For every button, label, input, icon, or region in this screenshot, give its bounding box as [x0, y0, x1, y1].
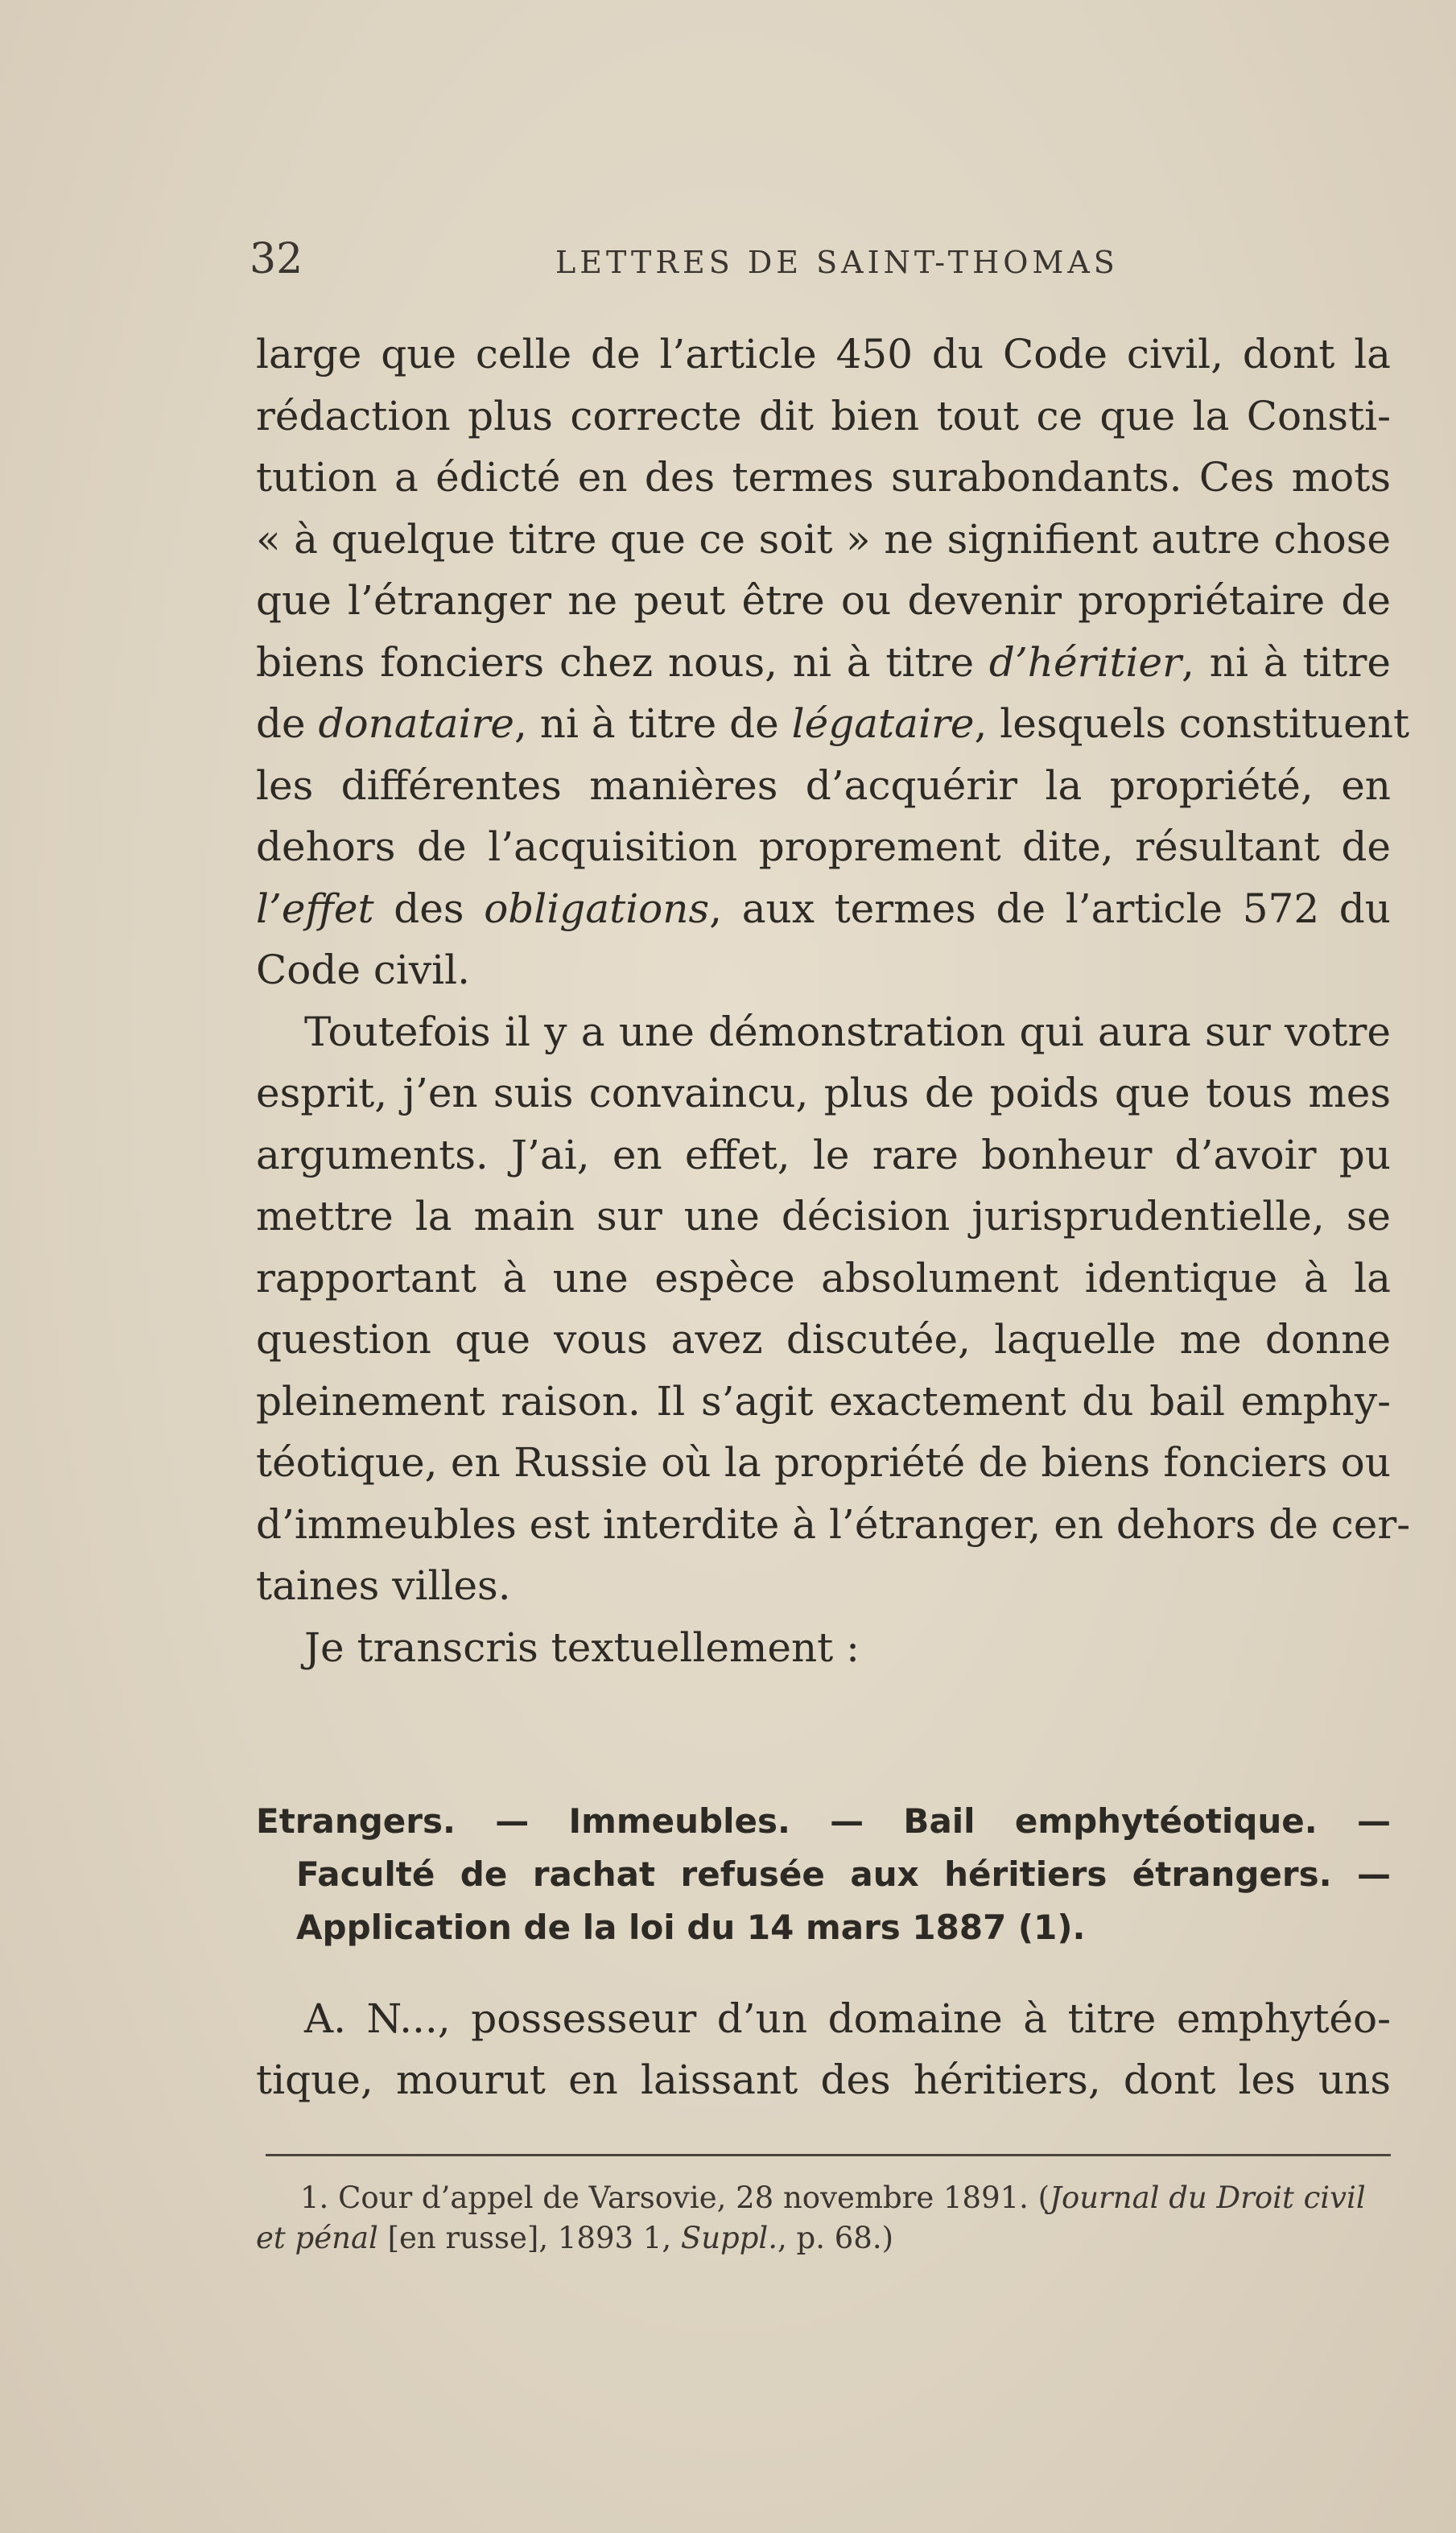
text-line: question que vous avez discutée, laquelle me donne	[256, 1316, 1391, 1363]
text-run: , lesquels constituent	[974, 700, 1410, 747]
case-text	[256, 1988, 1391, 2110]
italic-journal-title-cont: et pénal	[256, 2221, 378, 2255]
page-number: 32	[250, 235, 303, 283]
italic-term-heritier: d’héritier	[988, 638, 1182, 686]
running-head: LETTRES DE SAINT-THOMAS	[555, 245, 1119, 280]
main-text	[256, 324, 1411, 1678]
italic-suppl: Suppl.	[680, 2221, 778, 2255]
italic-term-effet: l’effet	[256, 885, 374, 932]
text-run: 1. Cour d’appel de Varsovie, 28 novembre 1891. (	[300, 2180, 1050, 2215]
text-line: dehors de l’acquisition proprement dite, résultant de	[256, 823, 1391, 870]
text-line: large que celle de l’article 450 du Code civil, dont la	[256, 331, 1391, 377]
text-run: des	[373, 885, 485, 932]
text-line: taines villes.	[256, 1562, 511, 1609]
text-line: les différentes manières d’acquérir la propriété, en	[256, 761, 1391, 809]
text-line: Toutefois il y a une démonstration qui aura sur votre	[304, 1008, 1391, 1055]
text-line: téotique, en Russie où la propriété de biens fonciers ou	[256, 1439, 1391, 1486]
headnote-line: Faculté de rachat refusée aux héritiers étrangers. —	[296, 1854, 1391, 1894]
text-line	[256, 632, 1391, 694]
footnote-divider	[266, 2154, 1391, 2156]
footnote	[256, 2178, 1391, 2259]
text-run: , ni à titre	[1182, 638, 1392, 686]
headnote-line: Application de la loi du 14 mars 1887 (1).	[296, 1908, 1086, 1947]
text-line: A. N..., possesseur d’un domaine à titre emphytéo-	[304, 1995, 1391, 2042]
text-line	[256, 693, 1410, 755]
italic-term-legataire: légataire	[791, 700, 975, 747]
text-run: , ni à titre de	[514, 700, 792, 747]
text-run: , aux termes de l’article 572 du	[709, 885, 1391, 932]
text-line: Je transcris textuellement :	[304, 1623, 860, 1671]
text-line: tution a édicté en des termes surabondants. Ces mots	[256, 454, 1391, 501]
text-line: « à quelque titre que ce soit » ne signifient autre chose	[256, 515, 1391, 563]
italic-term-obligations: obligations	[484, 885, 710, 932]
text-run: biens fonciers chez nous, ni à titre	[256, 638, 989, 686]
text-line: que l’étranger ne peut être ou devenir propriétaire de	[256, 577, 1391, 624]
text-run: , p. 68.)	[777, 2221, 894, 2255]
text-line: Code civil.	[256, 947, 470, 993]
text-line: rédaction plus correcte dit bien tout ce que la Consti-	[256, 392, 1391, 439]
italic-journal-title: Journal du Droit civil	[1050, 2180, 1366, 2215]
italic-term-donataire: donataire	[318, 700, 515, 747]
text-line: tique, mourut en laissant des héritiers, dont les uns	[256, 2057, 1391, 2103]
text-run: [en russe], 1893 1,	[377, 2221, 681, 2255]
case-headnote	[256, 1795, 1391, 1954]
footnote-line	[256, 2178, 1391, 2218]
paragraph-2	[256, 1001, 1411, 1617]
text-run: de	[256, 700, 319, 747]
headnote-line: Etrangers. — Immeubles. — Bail emphytéotique. —	[256, 1801, 1391, 1841]
paragraph-3	[256, 1617, 1391, 1679]
text-line: rapportant à une espèce absolument identique à la	[256, 1254, 1391, 1302]
page-header	[250, 235, 1392, 291]
text-line	[256, 878, 1391, 940]
text-line: mettre la main sur une décision jurisprudentielle, se	[256, 1193, 1391, 1240]
footnote-line	[256, 2218, 1391, 2259]
paragraph-1	[256, 324, 1410, 1001]
text-line: pleinement raison. Il s’agit exactement du bail emphy-	[256, 1377, 1391, 1425]
text-line: esprit, j’en suis convaincu, plus de poids que tous mes	[256, 1070, 1391, 1116]
text-line: d’immeubles est interdite à l’étranger, en dehors de cer-	[256, 1500, 1411, 1548]
text-line: arguments. J’ai, en effet, le rare bonheur d’avoir pu	[256, 1131, 1391, 1178]
